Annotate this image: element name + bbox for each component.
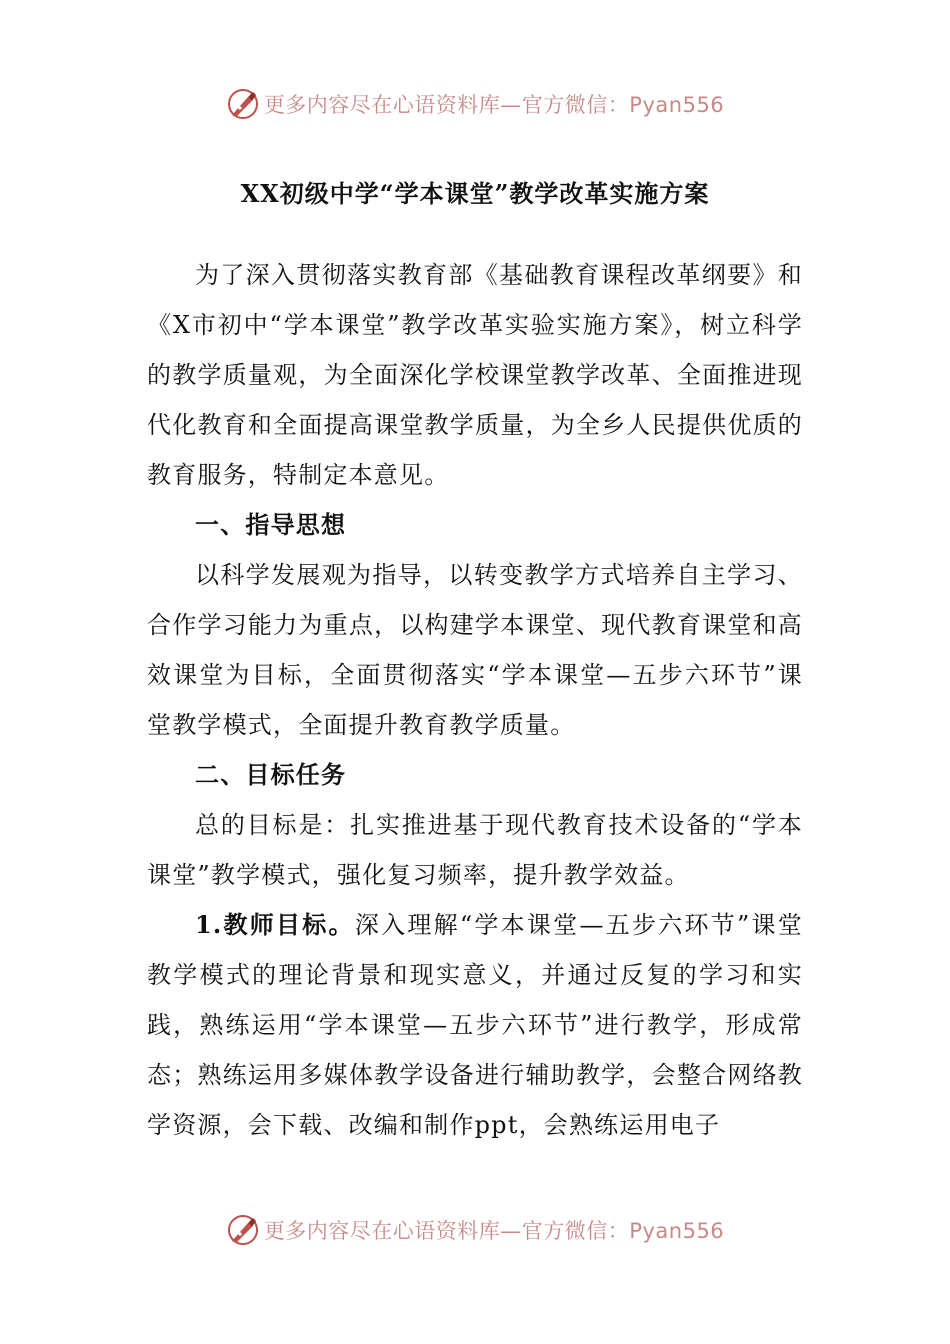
teacher-goals-lead: 1.教师目标。	[195, 910, 355, 939]
watermark-banner-bottom	[0, 1208, 950, 1252]
section-heading-guiding-ideology: 一、指导思想	[195, 510, 347, 539]
intro-paragraph: 为了深入贯彻落实教育部《基础教育课程改革纲要》和《X市初中“学本课堂”教学改革实验实施方案》，树立科学的教学质量观，为全面深化学校课堂教学改革、全面推进现代化教育和全面提高课堂教学质量，为全乡人民提供优质的教育服务，特制定本意见。	[147, 261, 803, 489]
section-heading-goals: 二、目标任务	[195, 760, 347, 789]
teacher-goals-text: 深入理解“学本课堂—五步六环节”课堂教学模式的理论背景和现实意义，并通过反复的学习和实践，熟练运用“学本课堂—五步六环节”进行教学，形成常态；熟练运用多媒体教学设备进行辅助教学，会整合网络教学资源，会下载、改编和制作ppt，会熟练运用电子	[147, 911, 803, 1139]
watermark-banner-top	[0, 82, 950, 126]
section-paragraph-guiding-ideology: 以科学发展观为指导，以转变教学方式培养自主学习、合作学习能力为重点，以构建学本课堂、现代教育课堂和高效课堂为目标，全面贯彻落实“学本课堂—五步六环节”课堂教学模式，全面提升教育教学质量。	[147, 561, 803, 739]
watermark-text: 更多内容尽在心语资料库—官方微信：Pyan556	[263, 93, 725, 117]
watermark-text: 更多内容尽在心语资料库—官方微信：Pyan556	[263, 1219, 725, 1243]
teacher-goals-paragraph	[147, 900, 803, 1150]
pen-nib-icon	[226, 87, 260, 121]
section-paragraph-goals: 总的目标是：扎实推进基于现代教育技术设备的“学本课堂”教学模式，强化复习频率，提升教学效益。	[147, 811, 803, 889]
pen-nib-icon	[226, 1213, 260, 1247]
document-title: XX初级中学“学本课堂”教学改革实施方案	[240, 179, 710, 208]
document-body	[147, 250, 803, 1150]
